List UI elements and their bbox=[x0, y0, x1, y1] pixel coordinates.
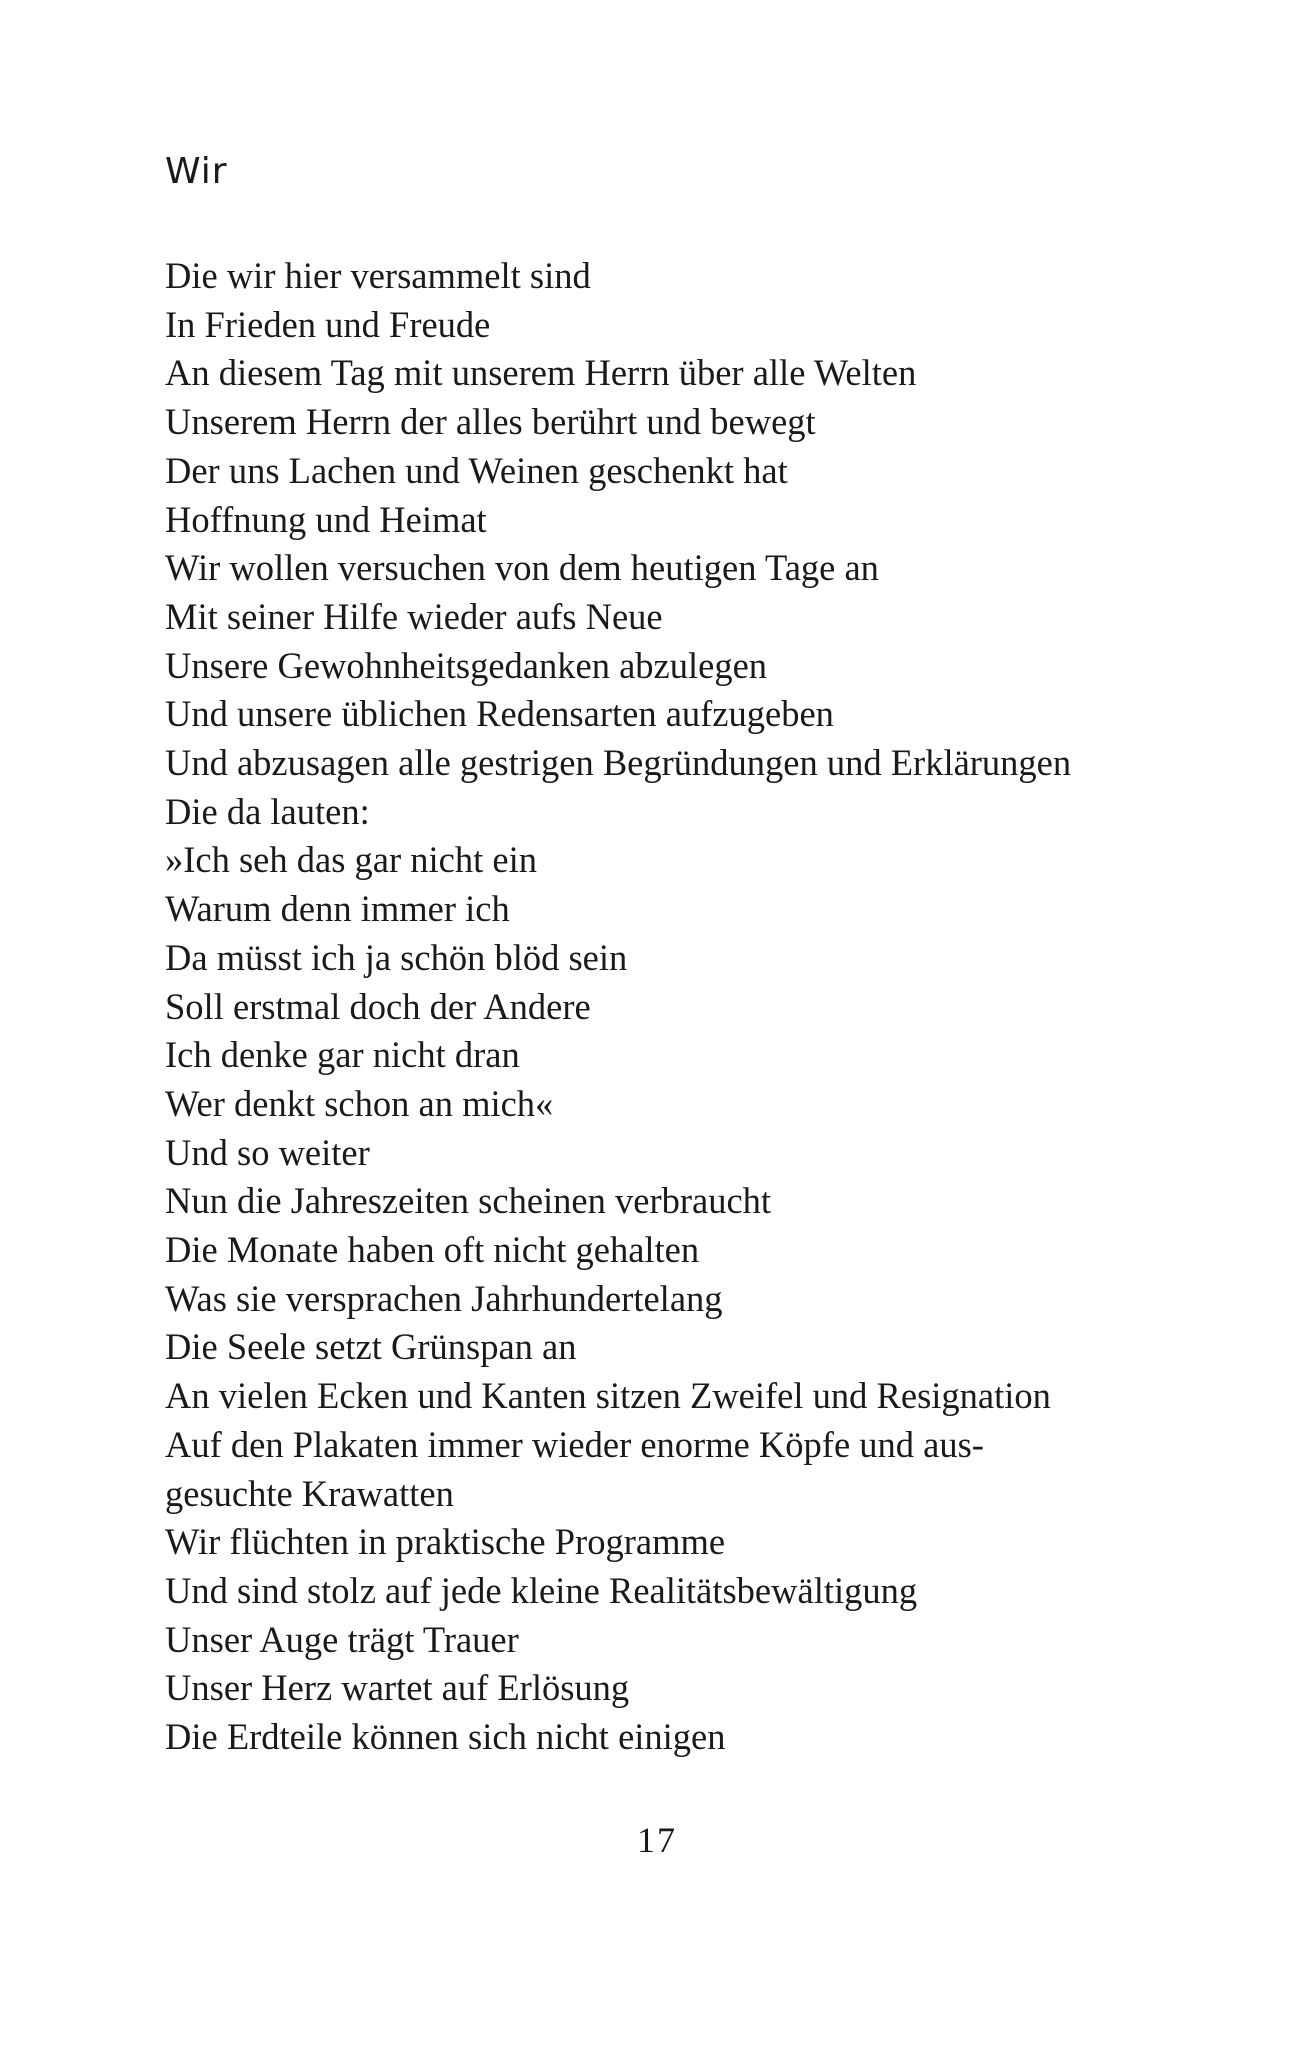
page-number: 17 bbox=[637, 1820, 677, 1860]
poem-line: gesuchte Krawatten bbox=[165, 1472, 454, 1514]
poem-line: Unserem Herrn der alles berührt und bewegt bbox=[165, 401, 816, 443]
poem-line: An vielen Ecken und Kanten sitzen Zweifel und Resignation bbox=[165, 1375, 1051, 1417]
poem-title: Wir bbox=[165, 151, 228, 192]
poem-line: Die Monate haben oft nicht gehalten bbox=[165, 1229, 700, 1271]
poem-line: Die Erdteile können sich nicht einigen bbox=[165, 1716, 726, 1758]
poem-line: Und sind stolz auf jede kleine Realitätsbewältigung bbox=[165, 1569, 918, 1611]
poem-line: Unser Herz wartet auf Erlösung bbox=[165, 1667, 630, 1709]
poem-line: Hoffnung und Heimat bbox=[165, 498, 487, 540]
poem-line: Wir flüchten in praktische Programme bbox=[165, 1521, 726, 1563]
poem-line: Da müsst ich ja schön blöd sein bbox=[165, 936, 628, 978]
poem-line: Der uns Lachen und Weinen geschenkt hat bbox=[165, 449, 788, 491]
poem-line: Ich denke gar nicht dran bbox=[165, 1034, 520, 1076]
poem-line: Und abzusagen alle gestrigen Begründungen und Erklärungen bbox=[165, 742, 1072, 784]
poem-line: Und so weiter bbox=[165, 1131, 370, 1173]
poem-line: Soll erstmal doch der Andere bbox=[165, 985, 591, 1027]
poem-line: Wir wollen versuchen von dem heutigen Tage an bbox=[165, 547, 879, 589]
poem-line: Nun die Jahreszeiten scheinen verbraucht bbox=[165, 1180, 772, 1222]
poem-line: Die wir hier versammelt sind bbox=[165, 255, 591, 296]
poem-line: Warum denn immer ich bbox=[165, 888, 510, 930]
poem-line: Was sie versprachen Jahrhundertelang bbox=[165, 1277, 723, 1319]
poem-line: Die da lauten: bbox=[165, 790, 370, 832]
poem-line: In Frieden und Freude bbox=[165, 303, 491, 345]
poem-line: Auf den Plakaten immer wieder enorme Köpfe und aus- bbox=[165, 1423, 984, 1465]
poem-line: Unser Auge trägt Trauer bbox=[165, 1618, 519, 1660]
poem-line: An diesem Tag mit unserem Herrn über alle Welten bbox=[165, 352, 917, 394]
poem-line: Unsere Gewohnheitsgedanken abzulegen bbox=[165, 644, 768, 686]
poem-line: Wer denkt schon an mich« bbox=[165, 1082, 554, 1124]
poem-line: Mit seiner Hilfe wieder aufs Neue bbox=[165, 595, 663, 637]
poem-line: Die Seele setzt Grünspan an bbox=[165, 1326, 577, 1368]
poem-line: »Ich seh das gar nicht ein bbox=[165, 839, 537, 881]
poem-body bbox=[165, 252, 1225, 1762]
poem-line: Und unsere üblichen Redensarten aufzugeben bbox=[165, 693, 834, 735]
